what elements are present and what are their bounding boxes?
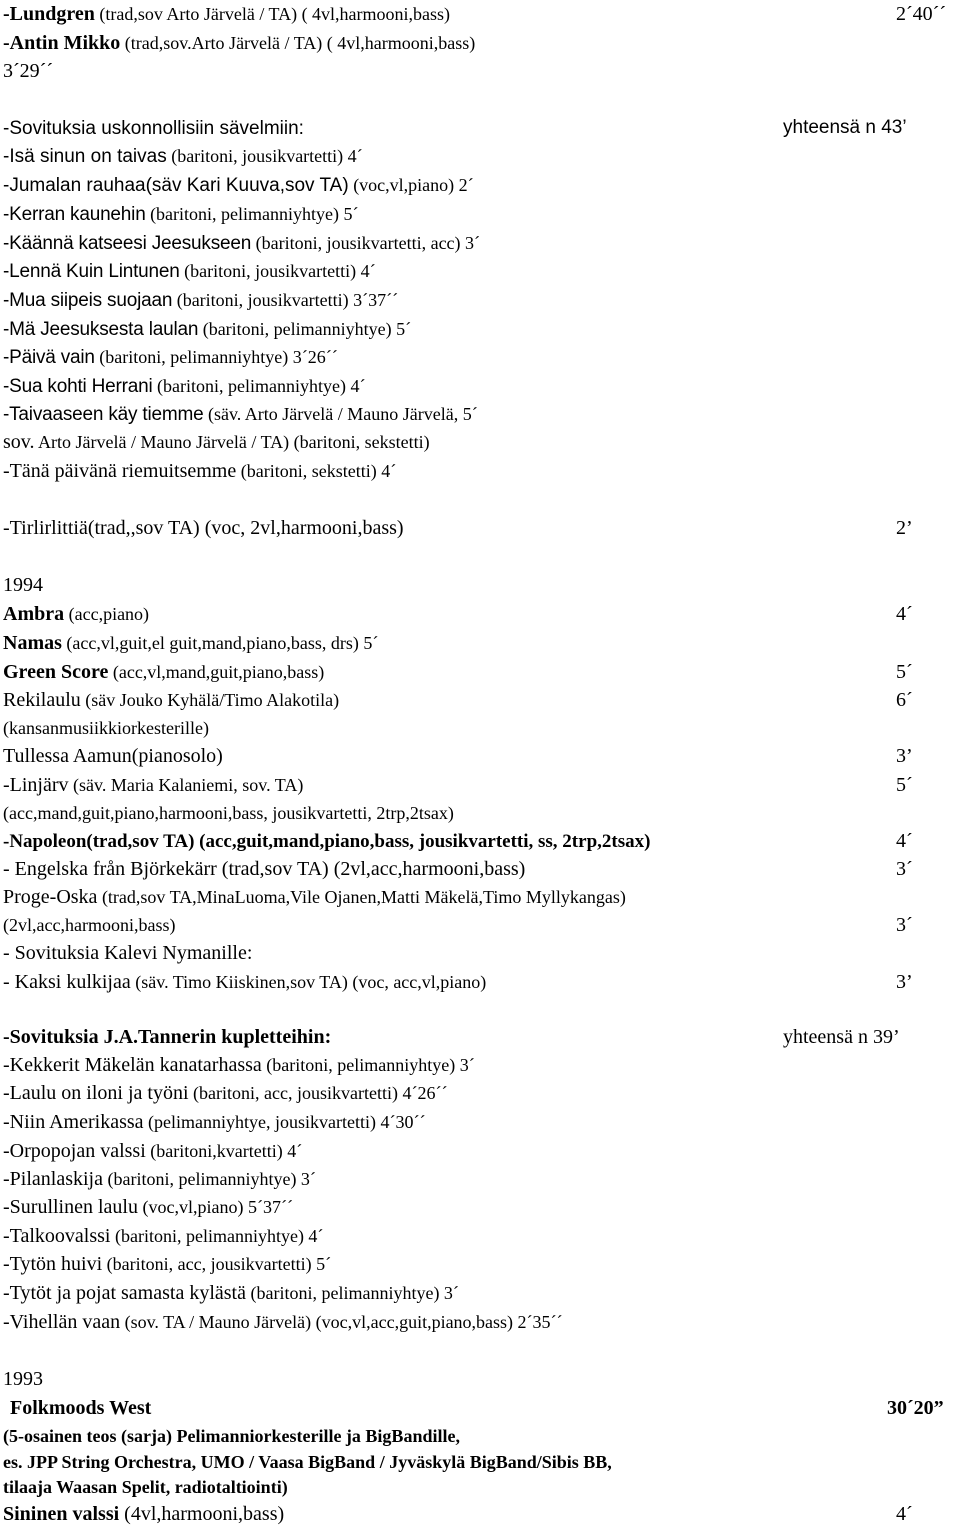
- item-desc: (acc,vl,mand,guit,piano,bass): [108, 662, 325, 682]
- year: 1994: [3, 574, 43, 596]
- list-item: [3, 345, 957, 370]
- item-title: -Pilanlaskija: [3, 1168, 103, 1190]
- entry-time: 2’: [896, 517, 913, 539]
- list-item: [3, 1281, 957, 1305]
- entry-time: 2´40´´: [896, 3, 946, 25]
- list-item: [3, 716, 957, 740]
- item-desc: (2vl,acc,harmooni,bass): [3, 915, 176, 935]
- list-item: [3, 459, 957, 483]
- item-title: - Sovituksia Kalevi Nymanille:: [3, 942, 253, 964]
- item-title: -Lennä Kuin Lintunen: [3, 261, 180, 282]
- item-title: -Laulu on iloni ja työni: [3, 1082, 189, 1104]
- item-title: -Vihellän vaan: [3, 1311, 121, 1333]
- list-item: [3, 144, 957, 169]
- list-item: [3, 1110, 957, 1134]
- note-line: tilaaja Waasan Spelit, radiotaltiointi): [3, 1477, 288, 1497]
- year-heading: [3, 1367, 957, 1391]
- item-title: Rekilaulu: [3, 689, 81, 711]
- section-heading: -Sovituksia J.A.Tannerin kupletteihin:: [3, 1026, 332, 1048]
- section-heading-tannerin: [3, 1025, 957, 1049]
- item-desc: (baritoni, pelimanniyhtye) 4´: [152, 376, 366, 396]
- item-desc: (baritoni, jousikvartetti) 3´37´´: [172, 290, 399, 310]
- item-title: Tullessa Aamun(pianosolo): [3, 745, 223, 767]
- item-desc: (säv. Arto Järvelä / Mauno Järvelä, 5´: [203, 404, 478, 424]
- entry-desc: (trad,sov.Arto Järvelä / TA) ( 4vl,harmooni,bass): [120, 33, 476, 53]
- item-desc: (voc,vl,piano) 5´37´´: [137, 1197, 293, 1217]
- item-time: 3´: [896, 914, 913, 936]
- list-item: [3, 374, 957, 399]
- item-desc: (kansanmusiikkiorkesterille): [3, 718, 209, 738]
- item-desc: (baritoni, jousikvartetti) 4´: [179, 261, 376, 281]
- item-title: -Orpopojan valssi: [3, 1140, 146, 1162]
- item-title: -Mä Jeesuksesta laulan: [3, 319, 199, 340]
- entry-title: Sininen valssi: [3, 1503, 120, 1525]
- item-time: 4´: [896, 830, 913, 852]
- list-item: [3, 773, 957, 797]
- item-desc: (sov. TA / Mauno Järvelä) (voc,vl,acc,guit,piano,bass) 2´35´´: [120, 1312, 563, 1332]
- item-title: -Tytön huivi: [3, 1253, 103, 1275]
- section-total: yhteensä n 39’: [783, 1026, 900, 1048]
- item-title: -Talkoovalssi: [3, 1225, 111, 1247]
- list-item: [3, 970, 957, 994]
- list-item: [3, 1252, 957, 1276]
- list-item: [3, 660, 957, 684]
- item-desc: (baritoni, pelimanniyhtye) 3´: [102, 1169, 316, 1189]
- item-time: 3’: [896, 971, 913, 993]
- entry-tirlirlittia: [3, 516, 957, 540]
- note-line: es. JPP String Orchestra, UMO / Vaasa BigBand / Jyväskylä BigBand/Sibis BB,: [3, 1452, 612, 1472]
- list-item: [3, 259, 957, 284]
- item-title: -Linjärv: [3, 774, 69, 796]
- list-item: [3, 631, 957, 655]
- section-heading-uskonnollisiin: [3, 116, 957, 141]
- entry-title: -Antin Mikko: [3, 32, 121, 54]
- list-item: [3, 829, 957, 854]
- list-item: [3, 317, 957, 342]
- item-title: -Niin Amerikassa: [3, 1111, 144, 1133]
- list-item: [3, 1224, 957, 1248]
- item-time: 3´: [896, 858, 913, 880]
- list-item: [3, 288, 957, 313]
- item-desc: (baritoni, jousikvartetti, acc) 3´: [251, 233, 481, 253]
- list-item: [3, 744, 957, 768]
- item-title: -Isä sinun on taivas: [3, 146, 167, 167]
- entry-time-line: [3, 59, 957, 83]
- item-title: Green Score: [3, 661, 109, 683]
- item-title: -Tänä päivänä riemuitsemme: [3, 460, 237, 482]
- entry-folkmoods-west: [10, 1396, 957, 1420]
- entry-time: 3´29´´: [3, 60, 53, 82]
- list-item: [3, 231, 957, 256]
- item-desc: (trad,sov TA,MinaLuoma,Vile Ojanen,Matti Mäkelä,Timo Myllykangas): [97, 887, 626, 907]
- item-title: sov.: [3, 431, 35, 453]
- item-title: -Napoleon(trad,sov TA) (acc,guit,mand,piano,bass, jousikvartetti, ss, 2trp,2tsax): [3, 831, 651, 852]
- list-item: [3, 402, 957, 427]
- item-desc: (baritoni, pelimanniyhtye) 3´: [245, 1283, 459, 1303]
- entry-lundgren: [3, 2, 957, 26]
- list-item: [3, 1167, 957, 1191]
- item-desc: (baritoni, sekstetti) 4´: [236, 461, 397, 481]
- item-desc: (baritoni, pelimanniyhtye) 5´: [145, 204, 359, 224]
- item-title: -Surullinen laulu: [3, 1196, 138, 1218]
- list-item: [3, 1081, 957, 1105]
- item-desc: (säv. Timo Kiiskinen,sov TA) (voc, acc,vl,piano): [130, 972, 487, 992]
- item-time: 5´: [896, 774, 913, 796]
- list-item: [3, 913, 957, 937]
- item-desc: (baritoni, pelimanniyhtye) 4´: [110, 1226, 324, 1246]
- list-item: [3, 1053, 957, 1077]
- item-desc: (baritoni, pelimanniyhtye) 3´: [261, 1055, 475, 1075]
- entry-title: -Lundgren: [3, 3, 95, 25]
- list-item: [3, 202, 957, 227]
- list-item: [3, 1139, 957, 1163]
- list-item: [3, 801, 957, 825]
- item-desc: Arto Järvelä / Mauno Järvelä / TA) (baritoni, sekstetti): [34, 432, 430, 452]
- entry-title: -Tirlirlittiä(trad,,sov TA) (voc, 2vl,harmooni,bass): [3, 517, 404, 539]
- item-title: - Engelska från Björkekärr (trad,sov TA) (2vl,acc,harmooni,bass): [3, 858, 526, 880]
- item-title: Proge-Oska: [3, 886, 98, 908]
- item-time: 4´: [896, 603, 913, 625]
- item-desc: (acc,mand,guit,piano,harmooni,bass, jousikvartetti, 2trp,2tsax): [3, 803, 454, 823]
- item-desc: (acc,vl,guit,el guit,mand,piano,bass, drs) 5´: [61, 633, 379, 653]
- list-item: [3, 1310, 957, 1334]
- list-item: [3, 857, 957, 881]
- item-title: -Kerran kaunehin: [3, 204, 146, 225]
- item-desc: (voc,vl,piano) 2´: [348, 175, 474, 195]
- item-time: 3’: [896, 745, 913, 767]
- item-title: -Mua siipeis suojaan: [3, 290, 173, 311]
- item-title: -Tytöt ja pojat samasta kylästä: [3, 1282, 246, 1304]
- entry-sininen-valssi: [3, 1502, 957, 1526]
- entry-time: 4´: [896, 1503, 913, 1525]
- item-desc: (pelimanniyhtye, jousikvartetti) 4´30´´: [143, 1112, 426, 1132]
- item-desc: (säv. Maria Kalaniemi, sov. TA): [68, 775, 304, 795]
- item-title: -Kekkerit Mäkelän kanatarhassa: [3, 1054, 262, 1076]
- item-title: -Käännä katseesi Jeesukseen: [3, 233, 252, 254]
- list-item: [3, 885, 957, 909]
- entry-desc: (4vl,harmooni,bass): [119, 1503, 285, 1525]
- entry-title: Folkmoods West: [10, 1397, 152, 1419]
- entry-desc: (trad,sov Arto Järvelä / TA) ( 4vl,harmooni,bass): [94, 4, 451, 24]
- entry-time: 30´20”: [887, 1397, 944, 1419]
- item-desc: (baritoni, pelimanniyhtye) 3´26´´: [94, 347, 338, 367]
- item-title: -Sua kohti Herrani: [3, 376, 153, 397]
- item-time: 6´: [896, 689, 913, 711]
- section-total: yhteensä n 43’: [783, 117, 907, 138]
- item-title: -Päivä vain: [3, 347, 95, 368]
- year-heading: [3, 573, 957, 597]
- entry-antin-mikko: [3, 31, 957, 55]
- item-desc: (säv Jouko Kyhälä/Timo Alakotila): [80, 690, 340, 710]
- list-item: [3, 941, 957, 965]
- item-title: -Taivaaseen käy tiemme: [3, 404, 204, 425]
- item-desc: (baritoni, jousikvartetti) 4´: [166, 146, 363, 166]
- item-title: -Jumalan rauhaa(säv Kari Kuuva,sov TA): [3, 175, 349, 196]
- list-item: [3, 430, 957, 454]
- item-time: 5´: [896, 661, 913, 683]
- year: 1993: [3, 1368, 43, 1390]
- item-desc: (acc,piano): [64, 604, 150, 624]
- item-title: - Kaksi kulkijaa: [3, 971, 131, 993]
- list-item: [3, 688, 957, 712]
- note-line: (5-osainen teos (sarja) Pelimanniorkesterille ja BigBandille,: [3, 1426, 460, 1446]
- list-item: [3, 173, 957, 198]
- item-title: Ambra: [3, 603, 65, 625]
- item-desc: (baritoni, acc, jousikvartetti) 5´: [102, 1254, 332, 1274]
- item-title: Namas: [3, 632, 62, 654]
- item-desc: (baritoni, pelimanniyhtye) 5´: [198, 319, 412, 339]
- item-desc: (baritoni,kvartetti) 4´: [145, 1141, 303, 1161]
- section-heading: -Sovituksia uskonnollisiin sävelmiin:: [3, 118, 304, 139]
- item-desc: (baritoni, acc, jousikvartetti) 4´26´´: [188, 1083, 448, 1103]
- list-item: [3, 1195, 957, 1219]
- list-item: [3, 602, 957, 626]
